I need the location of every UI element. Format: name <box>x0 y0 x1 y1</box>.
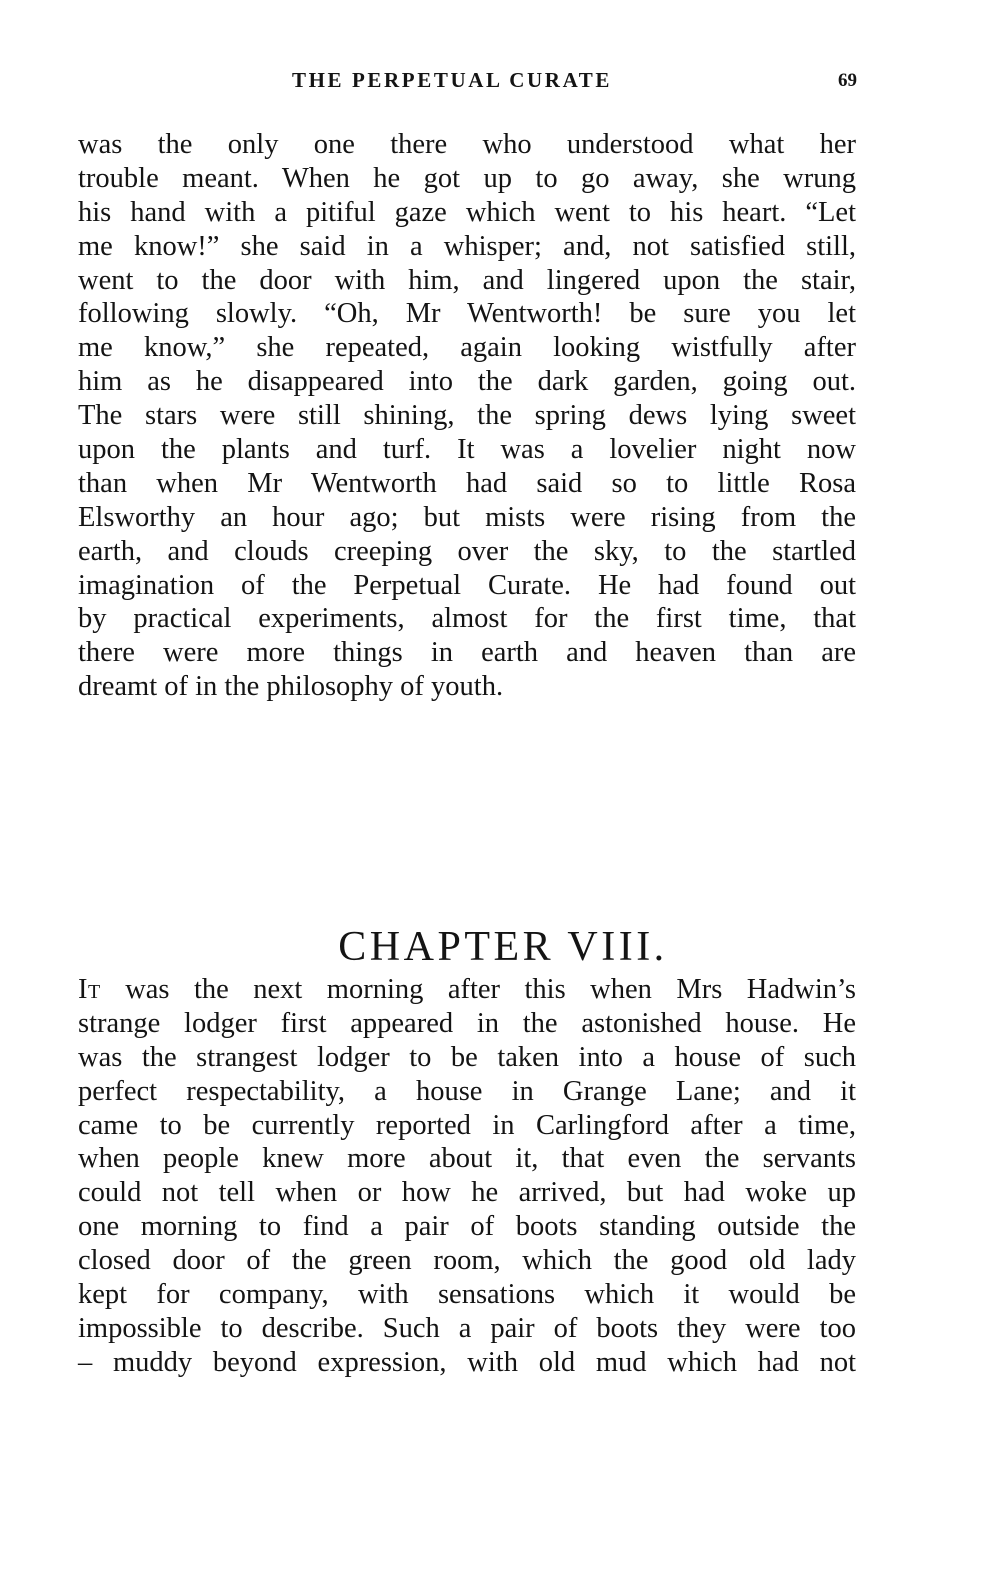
chapter-heading: CHAPTER VIII. <box>338 923 668 970</box>
text-line: me know!” she said in a whisper; and, not satisfied still, <box>78 230 856 262</box>
text-line: one morning to find a pair of boots standing outside the <box>78 1211 856 1243</box>
text-line: was the only one there who understood what her <box>78 129 856 160</box>
chapter-opening-paragraph <box>78 973 856 1380</box>
text-line: impossible to describe. Such a pair of boots they were too <box>78 1312 856 1344</box>
text-line: went to the door with him, and lingered upon the stair, <box>78 264 856 296</box>
text-line: than when Mr Wentworth had said so to little Rosa <box>78 467 856 499</box>
running-head <box>0 68 1000 100</box>
text-line: upon the plants and turf. It was a lovelier night now <box>78 434 856 466</box>
text-line: Elsworthy an hour ago; but mists were rising from the <box>78 501 856 533</box>
text-line: could not tell when or how he arrived, but had woke up <box>78 1177 856 1209</box>
text-line: trouble meant. When he got up to go away, she wrung <box>78 162 856 194</box>
page-number: 69 <box>838 70 857 91</box>
text-line: by practical experiments, almost for the first time, that <box>78 603 856 635</box>
text-line: earth, and clouds creeping over the sky, to the startled <box>78 535 856 567</box>
text-line: perfect respectability, a house in Grange Lane; and it <box>78 1075 856 1107</box>
text-line: closed door of the green room, which the good old lady <box>78 1245 856 1277</box>
text-line: following slowly. “Oh, Mr Wentworth! be sure you let <box>78 298 856 330</box>
first-line-text: was the next morning after this when Mrs Hadwin’s <box>100 974 856 1005</box>
text-line: his hand with a pitiful gaze which went to his heart. “Let <box>78 196 856 228</box>
paragraph-continuation <box>78 128 856 704</box>
text-line: when people knew more about it, that even the servants <box>78 1143 856 1175</box>
lead-word: It <box>78 974 101 1005</box>
text-line: – muddy beyond expression, with old mud which had not <box>78 1346 856 1378</box>
text-line: strange lodger first appeared in the astonished house. He <box>78 1007 856 1039</box>
text-line: kept for company, with sensations which it would be <box>78 1279 856 1311</box>
text-line: him as he disappeared into the dark garden, going out. <box>78 366 856 398</box>
text-line: came to be currently reported in Carlingford after a time, <box>78 1109 856 1141</box>
text-line: The stars were still shining, the spring dews lying sweet <box>78 400 856 432</box>
text-line-first <box>78 973 856 1007</box>
text-line: was the strangest lodger to be taken into a house of such <box>78 1041 856 1073</box>
text-line: imagination of the Perpetual Curate. He had found out <box>78 569 856 601</box>
text-line: me know,” she repeated, again looking wistfully after <box>78 332 856 364</box>
text-line: there were more things in earth and heaven than are <box>78 637 856 669</box>
text-line: dreamt of in the philosophy of youth. <box>78 671 504 703</box>
running-title: THE PERPETUAL CURATE <box>292 68 612 92</box>
